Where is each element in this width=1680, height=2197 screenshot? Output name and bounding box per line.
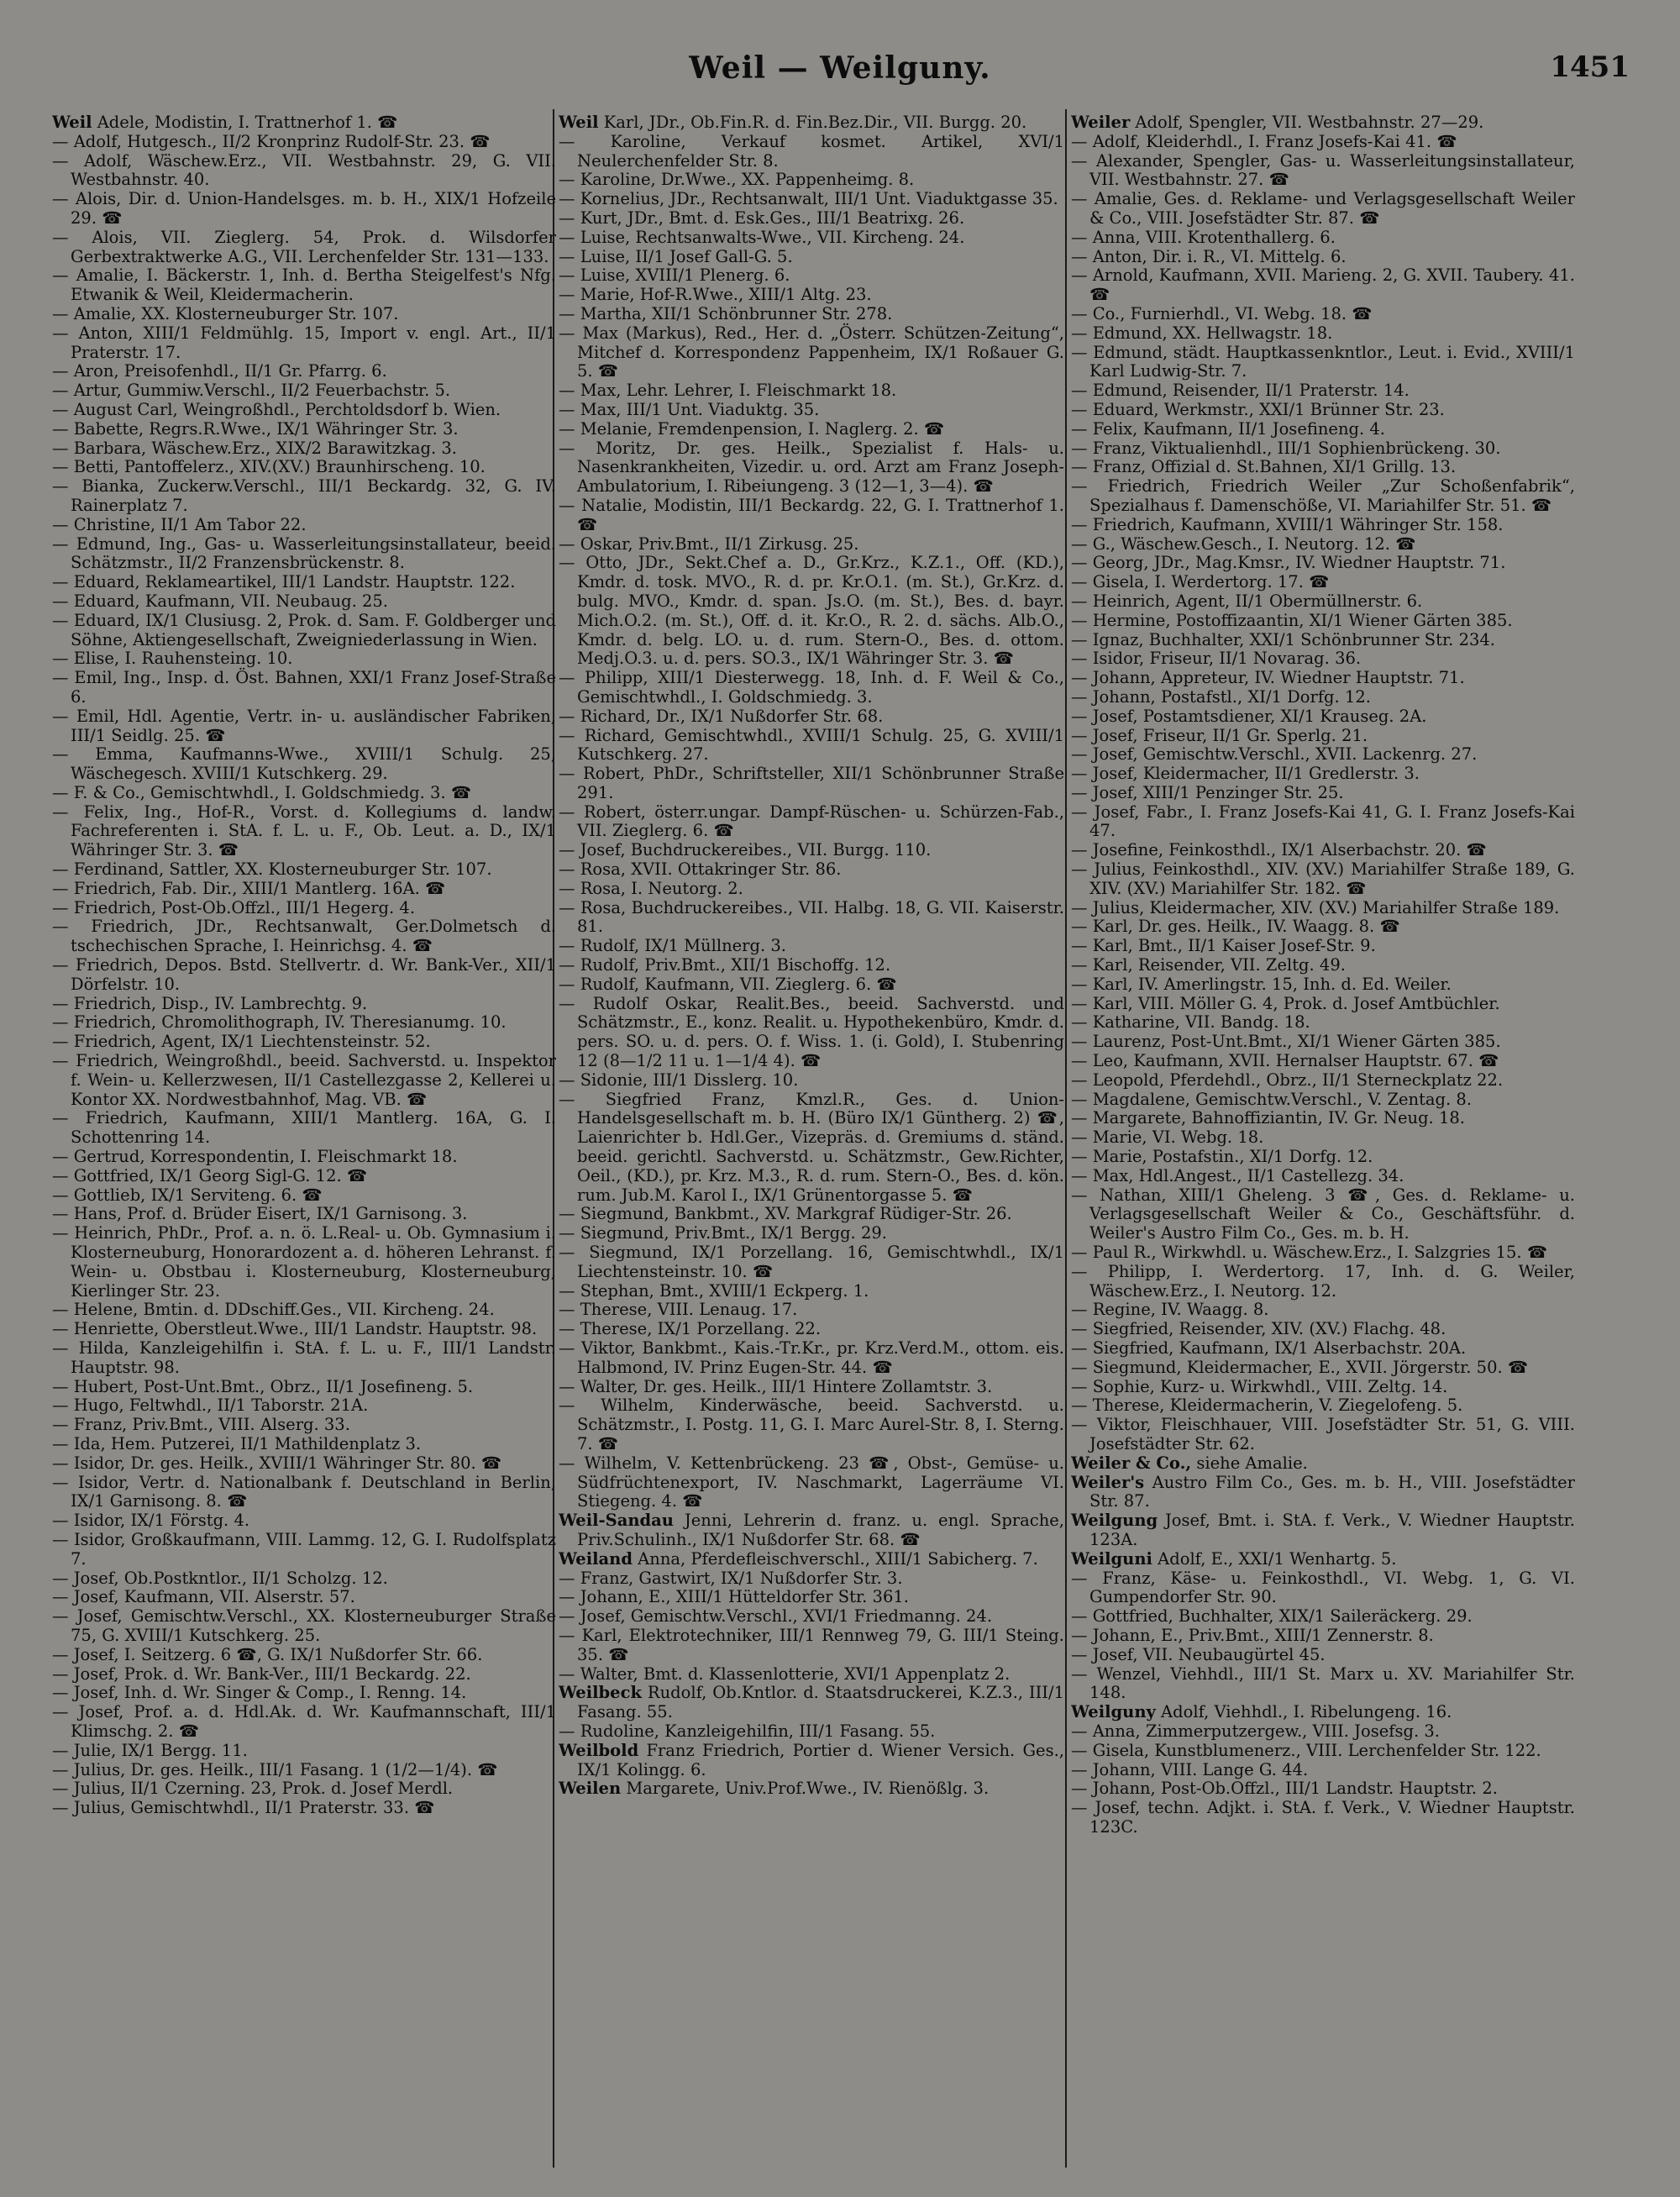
- directory-entry: — Regine, IV. Waagg. 8.: [1071, 1300, 1269, 1320]
- directory-entry: — Paul R., Wirkwhdl. u. Wäschew.Erz., I. Salzgries 15. ☎: [1071, 1243, 1548, 1263]
- directory-entry: — Josef, Inh. d. Wr. Singer & Comp., I. Renng. 14.: [52, 1683, 467, 1703]
- directory-entry: — Aron, Preisofenhdl., II/1 Gr. Pfarrg. 6.: [52, 361, 387, 381]
- directory-entry: — Amalie, XX. Klosterneuburger Str. 107.: [52, 303, 399, 323]
- directory-entry: — Martha, XII/1 Schönbrunner Str. 278.: [559, 303, 893, 323]
- directory-entry: — Bianka, Zuckerw.Verschl., III/1 Beckardg. 32, G. IV. Rainerplatz 7.: [52, 476, 556, 515]
- directory-entry: — Karoline, Verkauf kosmet. Artikel, XVI/1 Neulerchenfelder Str. 8.: [559, 131, 1064, 171]
- directory-entry: — Amalie, I. Bäckerstr. 1, Inh. d. Bertha Steigelfest's Nfg. Etwanik & Weil, Kleidermacherin.: [52, 265, 556, 305]
- directory-entry: — Ferdinand, Sattler, XX. Klosterneuburger Str. 107.: [52, 859, 492, 880]
- directory-entry: — Co., Furnierhdl., VI. Webg. 18. ☎: [1071, 303, 1373, 323]
- directory-entry: — Isidor, IX/1 Förstg. 4.: [52, 1511, 250, 1531]
- directory-entry: — Johann, E., Priv.Bmt., XIII/1 Zennerstr. 8.: [1071, 1625, 1434, 1645]
- directory-entry: — Hermine, Postoffizaantin, XI/1 Wiener Gärten 385.: [1071, 610, 1513, 630]
- directory-entry: — Julius, Kleidermacher, XIV. (XV.) Mariahilfer Straße 189.: [1071, 897, 1560, 917]
- directory-entry: — Rudolf, IX/1 Müllnerg. 3.: [559, 936, 786, 956]
- directory-entry: — Friedrich, Post-Ob.Offzl., III/1 Hegerg. 4.: [52, 897, 416, 917]
- directory-entry: — Viktor, Fleischhauer, VIII. Josefstädter Str. 51, G. VIII. Josefstädter Str. 62.: [1071, 1415, 1575, 1453]
- directory-entry: — Walter, Dr. ges. Heilk., III/1 Hintere Zollamtstr. 3.: [559, 1376, 993, 1396]
- directory-entry: — Josef, Friseur, II/1 Gr. Sperlg. 21.: [1071, 725, 1368, 745]
- directory-entry: — Friedrich, Friedrich Weiler „Zur Schoßenfabrik“, Spezialhaus f. Damenschöße, VI. Mariahilfer Str. 51. ☎: [1071, 476, 1575, 515]
- directory-entry: — Georg, JDr., Mag.Kmsr., IV. Wiedner Hauptstr. 71.: [1071, 553, 1506, 573]
- directory-entry: — Karoline, Dr.Wwe., XX. Pappenheimg. 8.: [559, 170, 915, 190]
- directory-entry: — Friedrich, JDr., Rechtsanwalt, Ger.Dolmetsch d. tschechischen Sprache, I. Heinrichsg. 4. ☎: [52, 917, 556, 956]
- directory-entry: — Karl, Dr. ges. Heilk., IV. Waagg. 8. ☎: [1071, 917, 1400, 937]
- directory-entry: — Felix, Kaufmann, II/1 Josefineng. 4.: [1071, 418, 1386, 439]
- entry-headword: Weilguny: [1071, 1702, 1156, 1722]
- directory-entry: — Leo, Kaufmann, XVII. Hernalser Hauptstr. 67. ☎: [1071, 1051, 1499, 1071]
- directory-entry: — Gottfried, Buchhalter, XIX/1 Saileräckerg. 29.: [1071, 1606, 1473, 1627]
- directory-entry: — Julius, Dr. ges. Heilk., III/1 Fasang. 1 (1/2—1/4). ☎: [52, 1759, 498, 1779]
- directory-entry: — Edmund, Ing., Gas- u. Wasserleitungsinstallateur, beeid. Schätzmstr., II/2 Franzensbrückenstr. 8.: [52, 533, 556, 573]
- directory-entry: — Josef, Buchdruckereibes., VII. Burgg. 110.: [559, 840, 932, 860]
- directory-entry: — Josef, Gemischtw.Verschl., XX. Klosterneuburger Straße 75, G. XVIII/1 Kutschkerg. 25.: [52, 1606, 556, 1645]
- directory-entry: — Margarete, Bahnoffiziantin, IV. Gr. Neug. 18.: [1071, 1108, 1465, 1128]
- directory-entry: — Hugo, Feltwhdl., II/1 Taborstr. 21A.: [52, 1395, 369, 1416]
- page-header: [50, 50, 1630, 97]
- entry-headword: Weilbeck: [559, 1683, 642, 1703]
- directory-entry: Weilbeck Rudolf, Ob.Kntlor. d. Staatsdruckerei, K.Z.3., III/1 Fasang. 55.: [559, 1683, 1064, 1722]
- directory-entry: — Barbara, Wäschew.Erz., XIX/2 Barawitzkag. 3.: [52, 438, 457, 458]
- directory-entry: — Wilhelm, Kinderwäsche, beeid. Sachverstd. u. Schätzmstr., I. Postg. 11, G. I. Marc Aurel-Str. 8, I. Sterng. 7. ☎: [559, 1395, 1064, 1453]
- directory-entry: — Leopold, Pferdehdl., Obrz., II/1 Sterneckplatz 22.: [1071, 1070, 1504, 1090]
- entry-headword: Weil: [52, 113, 92, 132]
- directory-entry: — Adolf, Kleiderhdl., I. Franz Josefs-Kai 41. ☎: [1071, 131, 1457, 151]
- column-3: [1071, 113, 1575, 2163]
- directory-entry: — Marie, VI. Webg. 18.: [1071, 1127, 1264, 1148]
- directory-entry: — Friedrich, Kaufmann, XIII/1 Mantlerg. 16A, G. I. Schottenring 14.: [52, 1108, 556, 1148]
- directory-entry: — Kurt, JDr., Bmt. d. Esk.Ges., III/1 Beatrixg. 26.: [559, 208, 965, 228]
- directory-entry: — Robert, österr.ungar. Dampf-Rüschen- u. Schürzen-Fab., VII. Zieglerg. 6. ☎: [559, 802, 1064, 841]
- directory-entry: — G., Wäschew.Gesch., I. Neutorg. 12. ☎: [1071, 533, 1416, 554]
- directory-entry: — Eduard, IX/1 Clusiusg. 2, Prok. d. Sam. F. Goldberger und Söhne, Aktiengesellschaft, Zweigniederlassung in Wien.: [52, 610, 556, 649]
- directory-entry: — Siegmund, Bankbmt., XV. Markgraf Rüdiger-Str. 26.: [559, 1204, 1012, 1224]
- directory-entry: — Julius, Gemischtwhdl., II/1 Praterstr. 33. ☎: [52, 1798, 435, 1818]
- directory-entry: — Josef, Prof. a. d. Hdl.Ak. d. Wr. Kaufmannschaft, III/1 Klimschg. 2. ☎: [52, 1702, 556, 1741]
- directory-entry: — Adolf, Hutgesch., II/2 Kronprinz Rudolf-Str. 23. ☎: [52, 131, 491, 151]
- directory-entry: — Wilhelm, V. Kettenbrückeng. 23 ☎, Obst-, Gemüse- u. Südfrüchtenexport, IV. Naschmarkt, Lagerräume VI. Stiegeng. 4. ☎: [559, 1453, 1064, 1511]
- directory-entry: — Nathan, XIII/1 Gheleng. 3 ☎, Ges. d. Reklame- u. Verlagsgesellschaft Weiler & Co., Geschäftsführ. d. Weiler's Austro Film Co., Ges. m. b. H.: [1071, 1185, 1575, 1243]
- directory-entry: — Therese, VIII. Lenaug. 17.: [559, 1300, 798, 1320]
- directory-entry: — Gisela, I. Werdertorg. 17. ☎: [1071, 572, 1330, 592]
- directory-entry: — Karl, Reisender, VII. Zeltg. 49.: [1071, 955, 1346, 975]
- directory-entry: — Wenzel, Viehhdl., III/1 St. Marx u. XV. Mariahilfer Str. 148.: [1071, 1664, 1575, 1703]
- directory-entry: Weil Adele, Modistin, I. Trattnerhof 1. ☎: [52, 113, 398, 132]
- directory-entry: — Isidor, Friseur, II/1 Novarag. 36.: [1071, 649, 1362, 669]
- directory-entry: — Amalie, Ges. d. Reklame- und Verlagsgesellschaft Weiler & Co., VIII. Josefstädter Str. 87. ☎: [1071, 189, 1575, 228]
- directory-entry: — Katharine, VII. Bandg. 18.: [1071, 1012, 1310, 1033]
- directory-entry: — Siegfried Franz, Kmzl.R., Ges. d. Union-Handelsgesellschaft m. b. H. (Büro IX/1 Güntherg. 2) ☎, Laienrichter b. Hdl.Ger., Vizepräs. d. Gremiums d. ständ. beeid. gerichtl. Sachverstd. u. Schätzmstr., Gew.Richter, Oeil., (KD.), pr. Krz. M.3., R. d. rum. Stern-O., Bes. d. kön. rum. Jub.M. Karol I., IX/1 Grünentorgasse 5. ☎: [559, 1089, 1064, 1205]
- directory-entry: — Johann, VIII. Lange G. 44.: [1071, 1759, 1309, 1779]
- directory-entry: — Melanie, Fremdenpension, I. Naglerg. 2. ☎: [559, 418, 945, 439]
- directory-entry: — Rosa, XVII. Ottakringer Str. 86.: [559, 859, 842, 880]
- directory-entry: — Alexander, Spengler, Gas- u. Wasserleitungsinstallateur, VII. Westbahnstr. 27. ☎: [1071, 150, 1575, 190]
- directory-entry: — Artur, Gummiw.Verschl., II/2 Feuerbachstr. 5.: [52, 381, 451, 401]
- directory-entry: — Ignaz, Buchhalter, XXI/1 Schönbrunner Str. 234.: [1071, 629, 1495, 649]
- directory-entry: — Hans, Prof. d. Brüder Eisert, IX/1 Garnisong. 3.: [52, 1204, 468, 1224]
- directory-entry: — Gisela, Kunstblumenerz., VIII. Lerchenfelder Str. 122.: [1071, 1740, 1541, 1760]
- directory-entry: — Friedrich, Agent, IX/1 Liechtensteinstr. 52.: [52, 1032, 431, 1052]
- entry-headword: Weiler & Co.,: [1071, 1453, 1192, 1473]
- directory-entry: — Friedrich, Chromolithograph, IV. Theresianumg. 10.: [52, 1012, 507, 1033]
- directory-entry: — Kornelius, JDr., Rechtsanwalt, III/1 Unt. Viaduktgasse 35.: [559, 189, 1058, 209]
- directory-entry: — Josef, I. Seitzerg. 6 ☎, G. IX/1 Nußdorfer Str. 66.: [52, 1644, 483, 1664]
- directory-entry: — Karl, Bmt., II/1 Kaiser Josef-Str. 9.: [1071, 936, 1376, 956]
- directory-entry: — Richard, Gemischtwhdl., XVIII/1 Schulg. 25, G. XVIII/1 Kutschkerg. 27.: [559, 725, 1064, 765]
- column-1: [52, 113, 556, 2163]
- directory-entry: Weiler's Austro Film Co., Ges. m. b. H., VIII. Josefstädter Str. 87.: [1071, 1472, 1575, 1511]
- directory-entry: — Siegmund, Priv.Bmt., IX/1 Bergg. 29.: [559, 1223, 887, 1243]
- directory-entry: — Max, III/1 Unt. Viaduktg. 35.: [559, 399, 820, 419]
- directory-entry: — Magdalene, Gemischtw.Verschl., V. Zentag. 8.: [1071, 1089, 1473, 1109]
- directory-entry: — Franz, Viktualienhdl., III/1 Sophienbrückeng. 30.: [1071, 438, 1501, 458]
- directory-entry: — Josef, Gemischtw.Verschl., XVI/1 Friedmanng. 24.: [559, 1606, 993, 1627]
- directory-entry: — Friedrich, Weingroßhdl., beeid. Sachverstd. u. Inspektor f. Wein- u. Kellerzwesen, II/1 Castellezgasse 2, Kellerei u. Kontor XX. Nordwestbahnhof, Mag. VB. ☎: [52, 1051, 556, 1109]
- directory-entry: — Friedrich, Depos. Bstd. Stellvertr. d. Wr. Bank-Ver., XII/1 Dörfelstr. 10.: [52, 955, 556, 994]
- directory-entry: — Moritz, Dr. ges. Heilk., Spezialist f. Hals- u. Nasenkrankheiten, Vizedir. u. ord. Arzt am Franz Joseph-Ambulatorium, I. Ribeiungeng. 3 (12—1, 3—4). ☎: [559, 438, 1064, 497]
- directory-entry: — Christine, II/1 Am Tabor 22.: [52, 514, 307, 534]
- directory-entry: — Stephan, Bmt., XVIII/1 Eckperg. 1.: [559, 1280, 869, 1301]
- directory-entry: — Max, Hdl.Angest., II/1 Castellezg. 34.: [1071, 1165, 1404, 1185]
- directory-entry: — Anton, Dir. i. R., VI. Mittelg. 6.: [1071, 246, 1347, 266]
- directory-entry: — Anna, Zimmerputzergew., VIII. Josefsg. 3.: [1071, 1721, 1440, 1741]
- directory-entry: — Johann, Post-Ob.Offzl., III/1 Landstr. Hauptstr. 2.: [1071, 1779, 1498, 1799]
- column-2: [559, 113, 1064, 2163]
- directory-entry: — Marie, Hof-R.Wwe., XIII/1 Altg. 23.: [559, 285, 872, 305]
- directory-entry: — Julius, Feinkosthdl., XIV. (XV.) Mariahilfer Straße 189, G. XIV. (XV.) Mariahilfer Str. 182. ☎: [1071, 859, 1575, 898]
- entry-headword: Weiler's: [1071, 1472, 1145, 1492]
- entry-headword: Weilen: [559, 1779, 622, 1799]
- directory-entry: — Friedrich, Kaufmann, XVIII/1 Währinger Str. 158.: [1071, 514, 1504, 534]
- directory-entry: — Max (Markus), Red., Her. d. „Österr. Schützen-Zeitung“, Mitchef d. Korrespondenz Pappenheim, IX/1 Roßauer G. 5. ☎: [559, 323, 1064, 381]
- directory-entry: — Josef, Kaufmann, VII. Alserstr. 57.: [52, 1587, 355, 1607]
- entry-headword: Weil: [559, 113, 599, 132]
- directory-entry: — Helene, Bmtin. d. DDschiff.Ges., VII. Kircheng. 24.: [52, 1300, 495, 1320]
- directory-entry: — Karl, VIII. Möller G. 4, Prok. d. Josef Amtbüchler.: [1071, 993, 1500, 1013]
- directory-entry: — August Carl, Weingroßhdl., Perchtoldsdorf b. Wien.: [52, 399, 501, 419]
- directory-entry: — Julius, II/1 Czerning. 23, Prok. d. Josef Merdl.: [52, 1779, 454, 1799]
- directory-entry: — Rudolf, Kaufmann, VII. Zieglerg. 6. ☎: [559, 974, 897, 994]
- directory-entry: Weilgung Josef, Bmt. i. StA. f. Verk., V. Wiedner Hauptstr. 123A.: [1071, 1511, 1575, 1549]
- directory-entry: Weilguny Adolf, Viehhdl., I. Ribelungeng. 16.: [1071, 1702, 1452, 1722]
- directory-entry: — Franz, Offizial d. St.Bahnen, XI/1 Grillg. 13.: [1071, 457, 1457, 477]
- directory-entry: Weiland Anna, Pferdefleischverschl., XIII/1 Sabicherg. 7.: [559, 1548, 1038, 1569]
- entry-headword: Weilbold: [559, 1740, 639, 1760]
- directory-entry: — Anna, VIII. Krotenthallerg. 6.: [1071, 227, 1336, 247]
- directory-entry: — Isidor, Großkaufmann, VIII. Lammg. 12, G. I. Rudolfsplatz 7.: [52, 1529, 556, 1569]
- entry-headword: Weilguni: [1071, 1548, 1152, 1569]
- directory-entry: Weilbold Franz Friedrich, Portier d. Wiener Versich. Ges., IX/1 Kolingg. 6.: [559, 1740, 1064, 1779]
- directory-entry: — Philipp, I. Werdertorg. 17, Inh. d. G. Weiler, Wäschew.Erz., I. Neutorg. 12.: [1071, 1261, 1575, 1301]
- directory-entry: — Laurenz, Post-Unt.Bmt., XI/1 Wiener Gärten 385.: [1071, 1032, 1501, 1052]
- directory-entry: — Arnold, Kaufmann, XVII. Marieng. 2, G. XVII. Taubery. 41. ☎: [1071, 265, 1575, 305]
- directory-entry: — Isidor, Vertr. d. Nationalbank f. Deutschland in Berlin, IX/1 Garnisong. 8. ☎: [52, 1472, 556, 1511]
- directory-entry: — Josef, Postamtsdiener, XI/1 Krauseg. 2A.: [1071, 706, 1427, 726]
- directory-entry: — Elise, I. Rauhensteing. 10.: [52, 649, 293, 669]
- directory-entry: — Henriette, Oberstleut.Wwe., III/1 Landstr. Hauptstr. 98.: [52, 1319, 538, 1339]
- directory-entry: — Hilda, Kanzleigehilfin i. StA. f. L. u. F., III/1 Landstr. Hauptstr. 98.: [52, 1338, 556, 1377]
- directory-entry: — Richard, Dr., IX/1 Nußdorfer Str. 68.: [559, 706, 884, 726]
- directory-entry: — Hubert, Post-Unt.Bmt., Obrz., II/1 Josefineng. 5.: [52, 1376, 474, 1396]
- directory-entry: — Luise, II/1 Josef Gall-G. 5.: [559, 246, 793, 266]
- directory-entry: — Josef, XIII/1 Penzinger Str. 25.: [1071, 782, 1344, 802]
- directory-entry: — Edmund, städt. Hauptkassenkntlor., Leut. i. Evid., XVIII/1 Karl Ludwig-Str. 7.: [1071, 342, 1575, 381]
- directory-entry: Weil-Sandau Jenni, Lehrerin d. franz. u. engl. Sprache, Priv.Schulinh., IX/1 Nußdorfer Str. 68. ☎: [559, 1511, 1064, 1549]
- directory-entry: — Josef, Ob.Postkntlor., II/1 Scholzg. 12.: [52, 1568, 388, 1588]
- entry-headword: Weilgung: [1071, 1511, 1158, 1531]
- directory-entry: — Eduard, Werkmstr., XXI/1 Brünner Str. 23.: [1071, 399, 1445, 419]
- directory-entry: — Felix, Ing., Hof-R., Vorst. d. Kollegiums d. landw. Fachreferenten i. StA. f. L. u. F., Ob. Leut. a. D., IX/1 Währinger Str. 3. ☎: [52, 802, 556, 860]
- directory-entry: — Julie, IX/1 Bergg. 11.: [52, 1740, 248, 1760]
- directory-entry: — Franz, Gastwirt, IX/1 Nußdorfer Str. 3.: [559, 1568, 903, 1588]
- directory-entry: — Josef, Fabr., I. Franz Josefs-Kai 41, G. I. Franz Josefs-Kai 47.: [1071, 802, 1575, 841]
- directory-entry: — Rudolf, Priv.Bmt., XII/1 Bischoffg. 12.: [559, 955, 891, 975]
- directory-entry: — Rosa, I. Neutorg. 2.: [559, 878, 743, 898]
- directory-entry: — Friedrich, Disp., IV. Lambrechtg. 9.: [52, 993, 368, 1013]
- directory-entry: — Therese, Kleidermacherin, V. Ziegelofeng. 5.: [1071, 1395, 1463, 1416]
- directory-entry: — Friedrich, Fab. Dir., XIII/1 Mantlerg. 16A. ☎: [52, 878, 446, 898]
- directory-entry: — Eduard, Reklameartikel, III/1 Landstr. Hauptstr. 122.: [52, 572, 516, 592]
- directory-entry: — Max, Lehr. Lehrer, I. Fleischmarkt 18.: [559, 381, 897, 401]
- directory-entry: Weilen Margarete, Univ.Prof.Wwe., IV. Rienößlg. 3.: [559, 1779, 990, 1799]
- directory-entry: — Heinrich, Agent, II/1 Obermüllnerstr. 6.: [1071, 591, 1423, 611]
- directory-entry: — Betti, Pantoffelerz., XIV.(XV.) Braunhirscheng. 10.: [52, 457, 486, 477]
- directory-entry: — Alois, Dir. d. Union-Handelsges. m. b. H., XIX/1 Hofzeile 29. ☎: [52, 189, 556, 228]
- directory-entry: — Emma, Kaufmanns-Wwe., XVIII/1 Schulg. 25, Wäschegesch. XVIII/1 Kutschkerg. 29.: [52, 744, 556, 784]
- directory-entry: — Rudolf Oskar, Realit.Bes., beeid. Sachverstd. und Schätzmstr., E., konz. Realit. u. Hypothekenbüro, Kmdr. d. pers. SO. u. d. pers. O. f. Wiss. 1. (i. Gold), I. Stubenring 12 (8—1/2 11 u. 1—1/4 4). ☎: [559, 993, 1064, 1071]
- directory-entry: — Adolf, Wäschew.Erz., VII. Westbahnstr. 29, G. VII. Westbahnstr. 40.: [52, 150, 556, 190]
- directory-entry: — Anton, XIII/1 Feldmühlg. 15, Import v. engl. Art., II/1 Praterstr. 17.: [52, 323, 556, 362]
- directory-entry: — Edmund, XX. Hellwagstr. 18.: [1071, 323, 1333, 343]
- directory-entry: — Siegmund, Kleidermacher, E., XVII. Jörgerstr. 50. ☎: [1071, 1357, 1529, 1377]
- directory-entry: — Luise, XVIII/1 Plenerg. 6.: [559, 265, 790, 286]
- directory-entry: — Luise, Rechtsanwalts-Wwe., VII. Kircheng. 24.: [559, 227, 965, 247]
- directory-entry: — Josef, techn. Adjkt. i. StA. f. Verk., V. Wiedner Hauptstr. 123C.: [1071, 1798, 1575, 1837]
- page-title: Weil — Weilguny.: [689, 50, 991, 86]
- directory-entry: — F. & Co., Gemischtwhdl., I. Goldschmiedg. 3. ☎: [52, 782, 472, 802]
- directory-entry: — Sidonie, III/1 Disslerg. 10.: [559, 1070, 799, 1090]
- directory-entry: — Heinrich, PhDr., Prof. a. n. ö. L.Real- u. Ob. Gymnasium i. Klosterneuburg, Honorardozent a. d. höheren Lehranst. f. Wein- u. Obstbau i. Klosterneuburg, Klosterneuburg, Kierlinger Str. 23.: [52, 1223, 556, 1301]
- directory-entry: — Marie, Postafstin., XI/1 Dorfg. 12.: [1071, 1147, 1373, 1167]
- entry-headword: Weiler: [1071, 113, 1131, 132]
- directory-entry: — Johann, Appreteur, IV. Wiedner Hauptstr. 71.: [1071, 668, 1465, 688]
- directory-entry: — Ida, Hem. Putzerei, II/1 Mathildenplatz 3.: [52, 1433, 422, 1453]
- directory-entry: — Walter, Bmt. d. Klassenlotterie, XVI/1 Appenplatz 2.: [559, 1664, 1011, 1684]
- directory-entry: — Viktor, Bankbmt., Kais.-Tr.Kr., pr. Krz.Verd.M., ottom. eis. Halbmond, IV. Prinz Eugen-Str. 44. ☎: [559, 1338, 1064, 1377]
- directory-entry: — Rosa, Buchdruckereibes., VII. Halbg. 18, G. VII. Kaiserstr. 81.: [559, 897, 1064, 937]
- directory-entry: — Siegfried, Reisender, XIV. (XV.) Flachg. 48.: [1071, 1319, 1446, 1339]
- directory-entry: — Josef, Gemischtw.Verschl., XVII. Lackenrg. 27.: [1071, 744, 1478, 765]
- directory-entry: — Franz, Priv.Bmt., VIII. Alserg. 33.: [52, 1415, 350, 1435]
- directory-entry: — Johann, Postafstl., XI/1 Dorfg. 12.: [1071, 686, 1371, 707]
- directory-entry: Weil Karl, JDr., Ob.Fin.R. d. Fin.Bez.Dir., VII. Burgg. 20.: [559, 113, 1027, 132]
- directory-entry: — Gertrud, Korrespondentin, I. Fleischmarkt 18.: [52, 1147, 458, 1167]
- directory-entry: — Siegfried, Kaufmann, IX/1 Alserbachstr. 20A.: [1071, 1338, 1467, 1358]
- directory-entry: — Josefine, Feinkosthdl., IX/1 Alserbachstr. 20. ☎: [1071, 840, 1487, 860]
- directory-entry: Weilguni Adolf, E., XXI/1 Wenhartg. 5.: [1071, 1548, 1397, 1569]
- column-divider: [1065, 109, 1067, 2168]
- directory-entry: Weiler & Co., siehe Amalie.: [1071, 1453, 1308, 1473]
- directory-entry: Weiler Adolf, Spengler, VII. Westbahnstr. 27—29.: [1071, 113, 1484, 132]
- directory-entry: — Isidor, Dr. ges. Heilk., XVIII/1 Währinger Str. 80. ☎: [52, 1453, 502, 1473]
- directory-entry: — Otto, JDr., Sekt.Chef a. D., Gr.Krz., K.Z.1., Off. (KD.), Kmdr. d. tosk. MVO., R. d. pr. Kr.O.1. (m. St.), Gr.Krz. d. bulg. MVO., Kmdr. d. span. Js.O. (m. St.), Bes. d. bayr. Mich.O.2. (m. St.), Off. d. it. Kr.O., R. 2. d. sächs. Alb.O., Kmdr. d. belg. LO. u. d. rum. Stern-O., Bes. d. ottom. Medj.O.3. u. d. pers. SO.3., IX/1 Währinger Str. 3. ☎: [559, 553, 1064, 669]
- directory-entry: — Rudoline, Kanzleigehilfin, III/1 Fasang. 55.: [559, 1721, 936, 1741]
- directory-entry: — Babette, Regrs.R.Wwe., IX/1 Währinger Str. 3.: [52, 418, 459, 439]
- directory-entry: — Therese, IX/1 Porzellang. 22.: [559, 1319, 822, 1339]
- directory-entry: — Josef, Kleidermacher, II/1 Gredlerstr. 3.: [1071, 764, 1420, 784]
- directory-entry: — Emil, Ing., Insp. d. Öst. Bahnen, XXI/1 Franz Josef-Straße 6.: [52, 668, 556, 707]
- directory-entry: — Karl, IV. Amerlingstr. 15, Inh. d. Ed. Weiler.: [1071, 974, 1452, 994]
- directory-entry: — Robert, PhDr., Schriftsteller, XII/1 Schönbrunner Straße 291.: [559, 764, 1064, 802]
- directory-entry: — Siegmund, IX/1 Porzellang. 16, Gemischtwhdl., IX/1 Liechtensteinstr. 10. ☎: [559, 1243, 1064, 1281]
- directory-entry: — Johann, E., XIII/1 Hütteldorfer Str. 361.: [559, 1587, 909, 1607]
- directory-entry: — Emil, Hdl. Agentie, Vertr. in- u. ausländischer Fabriken, III/1 Seidlg. 25. ☎: [52, 706, 556, 745]
- directory-entry: — Edmund, Reisender, II/1 Praterstr. 14.: [1071, 381, 1410, 401]
- directory-entry: — Franz, Käse- u. Feinkosthdl., VI. Webg. 1, G. VI. Gumpendorfer Str. 90.: [1071, 1568, 1575, 1607]
- directory-entry: — Oskar, Priv.Bmt., II/1 Zirkusg. 25.: [559, 533, 859, 554]
- directory-entry: — Alois, VII. Zieglerg. 54, Prok. d. Wilsdorfer Gerbextraktwerke A.G., VII. Lerchenfelder Str. 131—133.: [52, 227, 556, 266]
- directory-entry: — Josef, Prok. d. Wr. Bank-Ver., III/1 Beckardg. 22.: [52, 1664, 471, 1684]
- directory-entry: — Eduard, Kaufmann, VII. Neubaug. 25.: [52, 591, 389, 611]
- entry-headword: Weiland: [559, 1548, 633, 1569]
- directory-entry: — Karl, Elektrotechniker, III/1 Rennweg 79, G. III/1 Steing. 35. ☎: [559, 1625, 1064, 1664]
- page-number: 1451: [1550, 50, 1630, 84]
- directory-entry: — Gottlieb, IX/1 Serviteng. 6. ☎: [52, 1185, 323, 1205]
- directory-entry: — Philipp, XIII/1 Diesterwegg. 18, Inh. d. F. Weil & Co., Gemischtwhdl., I. Goldschmiedg. 3.: [559, 668, 1064, 707]
- directory-entry: — Natalie, Modistin, III/1 Beckardg. 22, G. I. Trattnerhof 1. ☎: [559, 495, 1064, 534]
- directory-entry: — Sophie, Kurz- u. Wirkwhdl., VIII. Zeltg. 14.: [1071, 1376, 1448, 1396]
- directory-entry: — Josef, VII. Neubaugürtel 45.: [1071, 1644, 1326, 1664]
- entry-headword: Weil-Sandau: [559, 1511, 674, 1531]
- directory-entry: — Gottfried, IX/1 Georg Sigl-G. 12. ☎: [52, 1165, 368, 1185]
